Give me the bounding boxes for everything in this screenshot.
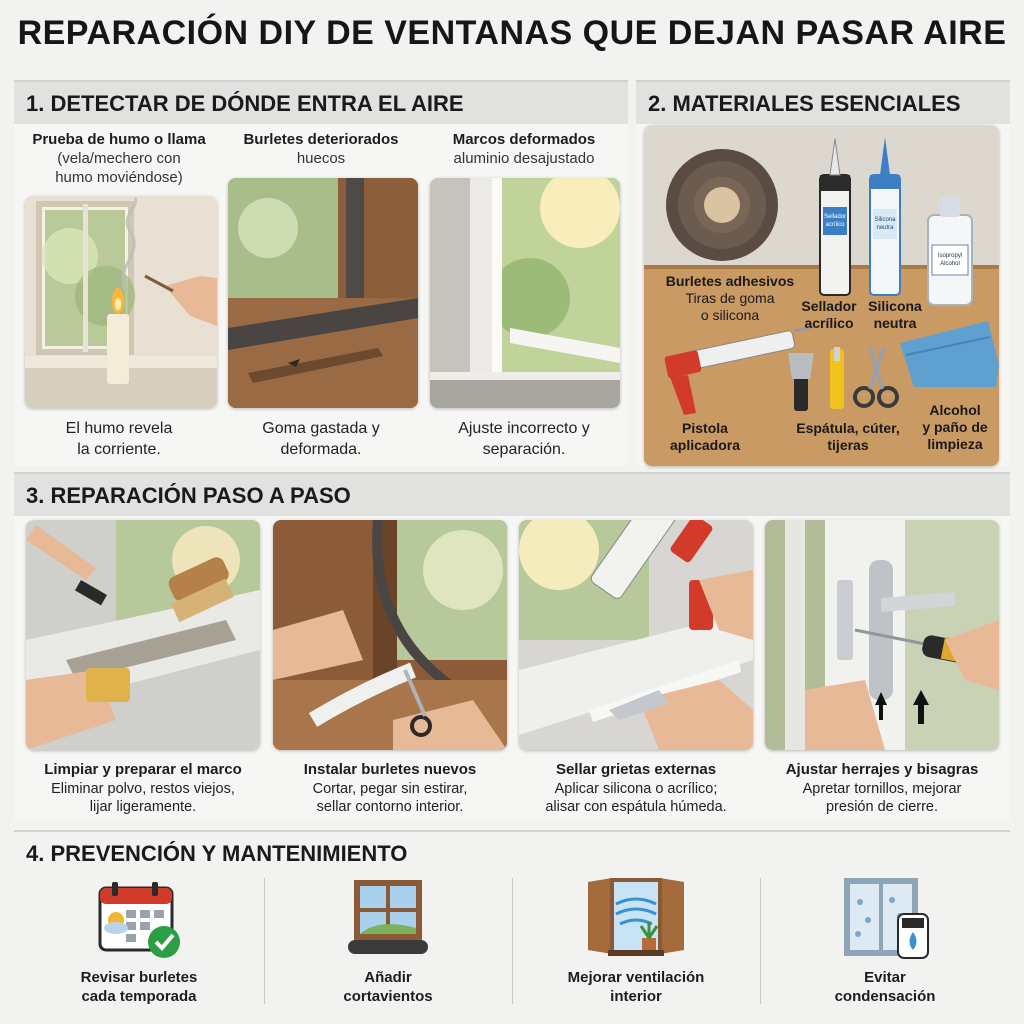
label-line: cada temporada	[81, 988, 197, 1005]
material-title: Burletes adhesivos	[665, 273, 795, 289]
step-title: Limpiar y preparar el marco	[44, 761, 242, 778]
desc-line: Goma gastada y	[262, 420, 380, 437]
prevention-label	[760, 968, 1010, 1006]
desc-line: sellar contorno interior.	[316, 799, 464, 815]
worn-weatherstrip-photo	[228, 178, 418, 408]
material-title: Sellador	[801, 298, 857, 314]
material-title: acrílico	[804, 315, 854, 331]
tube-label-text: acrílico	[825, 222, 845, 228]
label-line: condensación	[834, 988, 936, 1005]
desc-line: la corriente.	[77, 441, 161, 458]
desc-line: separación.	[482, 441, 566, 458]
condensation-dehumidifier-icon	[840, 876, 930, 962]
detect-item-sub: huecos	[296, 150, 346, 167]
section-detect-heading: 1. DETECTAR DE DÓNDE ENTRA EL AIRE	[14, 80, 628, 124]
label-line: Añadir	[364, 969, 412, 986]
desc-line: lijar ligeramente.	[89, 799, 197, 815]
label-line: Mejorar ventilación	[567, 969, 705, 986]
step-title: Instalar burletes nuevos	[303, 761, 477, 778]
material-title: y paño de	[922, 419, 988, 435]
material-title: limpieza	[927, 436, 983, 452]
material-title: Espátula, cúter,	[796, 420, 900, 436]
detect-item-sub: aluminio desajustado	[453, 150, 595, 167]
step-title: Sellar grietas externas	[555, 761, 717, 778]
window-draft-stopper-icon	[348, 878, 428, 958]
desc-line: El humo revela	[65, 420, 173, 437]
material-silicone-label	[862, 298, 928, 332]
desc-line: Cortar, pegar sin estirar,	[312, 781, 468, 797]
detect-item-sub: humo moviéndose)	[55, 169, 183, 186]
prevention-label	[512, 968, 760, 1006]
label-line: cortavientos	[343, 988, 433, 1005]
section-repair-heading: 3. REPARACIÓN PASO A PASO	[14, 472, 1010, 516]
material-title: tijeras	[827, 437, 869, 453]
label-line: Evitar	[864, 969, 906, 986]
detect-item-smoke	[14, 130, 224, 187]
detect-item-title: Burletes deteriorados	[243, 131, 399, 148]
tube-label-text: Silicona	[874, 217, 896, 223]
material-caulk-gun-label	[660, 420, 750, 454]
material-title: aplicadora	[669, 437, 741, 453]
material-title: Silicona	[868, 298, 922, 314]
calendar-check-icon	[96, 880, 184, 960]
material-weatherstrip-label	[650, 273, 810, 324]
step-hardware-photo	[765, 520, 999, 750]
material-title: Alcohol	[929, 402, 981, 418]
smoke-test-photo	[25, 196, 217, 408]
detect-item-title: Marcos deformados	[452, 131, 596, 148]
detect-item-desc	[14, 418, 224, 460]
material-cleaning-label	[912, 402, 998, 453]
step-seal-photo	[519, 520, 753, 750]
open-window-airflow-icon	[586, 876, 686, 960]
tube-label-text: Sellador	[823, 214, 847, 220]
step-desc	[508, 780, 764, 816]
material-sealant-label	[796, 298, 862, 332]
step-title: Ajustar herrajes y bisagras	[785, 761, 979, 778]
desc-line: Aplicar silicona o acrílico;	[554, 781, 718, 797]
detect-item-title: Prueba de humo o llama	[32, 131, 206, 148]
tube-label-text: neutra	[876, 225, 894, 231]
step-desc	[754, 780, 1010, 816]
detect-item-desc	[222, 418, 420, 460]
detect-item-frame	[424, 130, 624, 168]
desc-line: Eliminar polvo, restos viejos,	[51, 781, 235, 797]
material-sub: Tiras de goma	[685, 290, 775, 306]
detect-item-weatherstrip	[222, 130, 420, 168]
desc-line: Ajuste incorrecto y	[458, 420, 590, 437]
detect-item-sub: (vela/mechero con	[57, 150, 181, 167]
prevention-label	[14, 968, 264, 1006]
label-line: Revisar burletes	[80, 969, 198, 986]
step-weatherstrip-photo	[273, 520, 507, 750]
section-prevention-heading: 4. PREVENCIÓN Y MANTENIMIENTO	[14, 830, 1010, 874]
desc-line: alisar con espátula húmeda.	[545, 799, 727, 815]
step-desc	[14, 780, 272, 816]
material-title: neutra	[873, 315, 917, 331]
step-clean-photo	[26, 520, 260, 750]
section-materials-heading: 2. MATERIALES ESENCIALES	[636, 80, 1010, 124]
prevention-label	[264, 968, 512, 1006]
page-title: REPARACIÓN DIY DE VENTANAS QUE DEJAN PASAR AIRE	[17, 14, 1007, 52]
bottle-label-text: Isopropyl	[937, 253, 963, 259]
desc-line: presión de cierre.	[825, 799, 939, 815]
material-title: Pistola	[682, 420, 728, 436]
material-sub: o silicona	[700, 307, 760, 323]
deformed-frame-photo	[430, 178, 620, 408]
bottle-label-text: Alcohol	[940, 261, 960, 267]
label-line: interior	[610, 988, 662, 1005]
detect-item-desc	[424, 418, 624, 460]
material-tools-label	[782, 420, 914, 454]
desc-line: Apretar tornillos, mejorar	[802, 781, 962, 797]
desc-line: deformada.	[280, 441, 362, 458]
step-desc	[262, 780, 518, 816]
